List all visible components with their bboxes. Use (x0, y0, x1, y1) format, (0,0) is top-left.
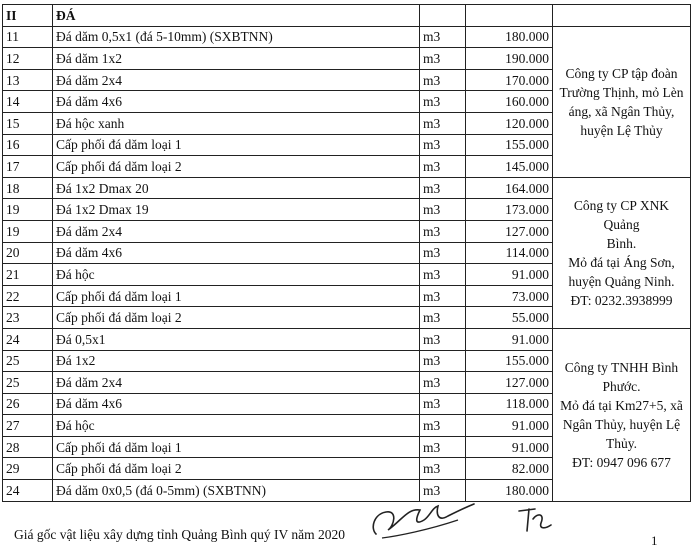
row-number: 19 (3, 220, 53, 242)
price-cell: 180.000 (466, 480, 553, 502)
unit-cell: m3 (420, 372, 466, 394)
price-cell: 91.000 (466, 436, 553, 458)
supplier-line: Trường Thịnh, mỏ Lèn (559, 84, 684, 100)
row-number: 21 (3, 264, 53, 286)
initials-mark (515, 505, 555, 535)
unit-cell: m3 (420, 156, 466, 178)
material-name: Cấp phối đá dăm loại 2 (53, 307, 420, 329)
material-name: Đá dăm 2x4 (53, 220, 420, 242)
material-name: Đá 0,5x1 (53, 328, 420, 350)
price-cell: 127.000 (466, 220, 553, 242)
price-table (2, 4, 691, 502)
price-cell: 164.000 (466, 177, 553, 199)
unit-cell: m3 (420, 350, 466, 372)
supplier-line: ĐT: 0232.3938999 (570, 292, 673, 308)
page-number: 1 (651, 533, 658, 548)
material-name: Đá dăm 0x0,5 (đá 0-5mm) (SXBTNN) (53, 480, 420, 502)
row-number: 11 (3, 26, 53, 48)
supplier-line: Mỏ đá tại Áng Sơn, (568, 254, 675, 270)
unit-cell: m3 (420, 112, 466, 134)
supplier-line: áng, xã Ngân Thủy, (568, 103, 675, 119)
section-name: ĐÁ (53, 5, 420, 27)
table-row (3, 328, 691, 350)
signature-mark (368, 500, 478, 542)
unit-cell: m3 (420, 91, 466, 113)
supplier-line: Ngân Thủy, huyện Lệ (562, 416, 681, 432)
material-name: Cấp phối đá dăm loại 1 (53, 285, 420, 307)
unit-cell: m3 (420, 480, 466, 502)
table-row (3, 26, 691, 48)
row-number: 25 (3, 350, 53, 372)
row-number: 23 (3, 307, 53, 329)
material-name: Đá dăm 4x6 (53, 393, 420, 415)
supplier-line: Công ty CP tập đoàn (565, 65, 678, 81)
material-name: Đá dăm 4x6 (53, 91, 420, 113)
price-cell: 120.000 (466, 112, 553, 134)
supplier-cell (553, 26, 691, 177)
row-number: 26 (3, 393, 53, 415)
material-name: Đá dăm 4x6 (53, 242, 420, 264)
unit-cell: m3 (420, 328, 466, 350)
row-number: 16 (3, 134, 53, 156)
unit-cell: m3 (420, 393, 466, 415)
material-name: Đá dăm 2x4 (53, 69, 420, 91)
material-name: Đá 1x2 (53, 350, 420, 372)
supplier-line: Thủy. (606, 435, 637, 451)
unit-cell: m3 (420, 242, 466, 264)
material-name: Đá 1x2 Dmax 19 (53, 199, 420, 221)
unit-cell: m3 (420, 220, 466, 242)
supplier-line: Phước. (602, 378, 641, 394)
supplier-line: Mỏ đá tại Km27+5, xã (560, 397, 683, 413)
price-cell: 155.000 (466, 134, 553, 156)
unit-cell: m3 (420, 177, 466, 199)
supplier-cell (553, 177, 691, 328)
material-name: Cấp phối đá dăm loại 1 (53, 134, 420, 156)
row-number: 14 (3, 91, 53, 113)
unit-cell: m3 (420, 69, 466, 91)
price-cell: 160.000 (466, 91, 553, 113)
section-number: II (3, 5, 53, 27)
supplier-line: huyện Quảng Ninh. (568, 273, 675, 289)
material-name: Đá hộc (53, 415, 420, 437)
row-number: 13 (3, 69, 53, 91)
price-cell: 180.000 (466, 26, 553, 48)
price-cell: 118.000 (466, 393, 553, 415)
material-name: Đá dăm 1x2 (53, 48, 420, 70)
row-number: 28 (3, 436, 53, 458)
row-number: 24 (3, 480, 53, 502)
material-name: Cấp phối đá dăm loại 1 (53, 436, 420, 458)
material-name: Cấp phối đá dăm loại 2 (53, 458, 420, 480)
unit-cell: m3 (420, 458, 466, 480)
price-cell: 155.000 (466, 350, 553, 372)
price-cell: 173.000 (466, 199, 553, 221)
unit-cell: m3 (420, 285, 466, 307)
unit-cell: m3 (420, 48, 466, 70)
price-cell: 82.000 (466, 458, 553, 480)
row-number: 24 (3, 328, 53, 350)
unit-cell: m3 (420, 199, 466, 221)
supplier-line: Công ty CP XNK Quảng (573, 197, 670, 232)
row-number: 20 (3, 242, 53, 264)
row-number: 22 (3, 285, 53, 307)
supplier-line: Bình. (606, 235, 637, 251)
unit-cell: m3 (420, 264, 466, 286)
unit-cell: m3 (420, 134, 466, 156)
price-cell: 91.000 (466, 328, 553, 350)
price-cell: 170.000 (466, 69, 553, 91)
supplier-line: ĐT: 0947 096 677 (572, 454, 671, 470)
price-cell: 55.000 (466, 307, 553, 329)
price-cell: 91.000 (466, 264, 553, 286)
material-name: Đá dăm 0,5x1 (đá 5-10mm) (SXBTNN) (53, 26, 420, 48)
row-number: 18 (3, 177, 53, 199)
row-number: 29 (3, 458, 53, 480)
price-cell: 127.000 (466, 372, 553, 394)
supplier-cell (553, 328, 691, 501)
footer-text: Giá gốc vật liệu xây dựng tỉnh Quảng Bình quý IV năm 2020 (14, 527, 346, 542)
row-number: 19 (3, 199, 53, 221)
unit-cell: m3 (420, 415, 466, 437)
price-cell: 91.000 (466, 415, 553, 437)
section-row (3, 5, 691, 27)
supplier-line: huyện Lệ Thủy (580, 122, 663, 138)
row-number: 17 (3, 156, 53, 178)
unit-cell: m3 (420, 26, 466, 48)
unit-cell: m3 (420, 436, 466, 458)
material-name: Đá hộc xanh (53, 112, 420, 134)
table-row (3, 177, 691, 199)
row-number: 15 (3, 112, 53, 134)
material-name: Đá 1x2 Dmax 20 (53, 177, 420, 199)
unit-cell: m3 (420, 307, 466, 329)
price-cell: 114.000 (466, 242, 553, 264)
price-cell: 190.000 (466, 48, 553, 70)
material-name: Đá hộc (53, 264, 420, 286)
price-cell: 145.000 (466, 156, 553, 178)
row-number: 25 (3, 372, 53, 394)
row-number: 27 (3, 415, 53, 437)
material-name: Cấp phối đá dăm loại 2 (53, 156, 420, 178)
supplier-line: Công ty TNHH Bình (564, 359, 679, 375)
price-cell: 73.000 (466, 285, 553, 307)
material-name: Đá dăm 2x4 (53, 372, 420, 394)
row-number: 12 (3, 48, 53, 70)
